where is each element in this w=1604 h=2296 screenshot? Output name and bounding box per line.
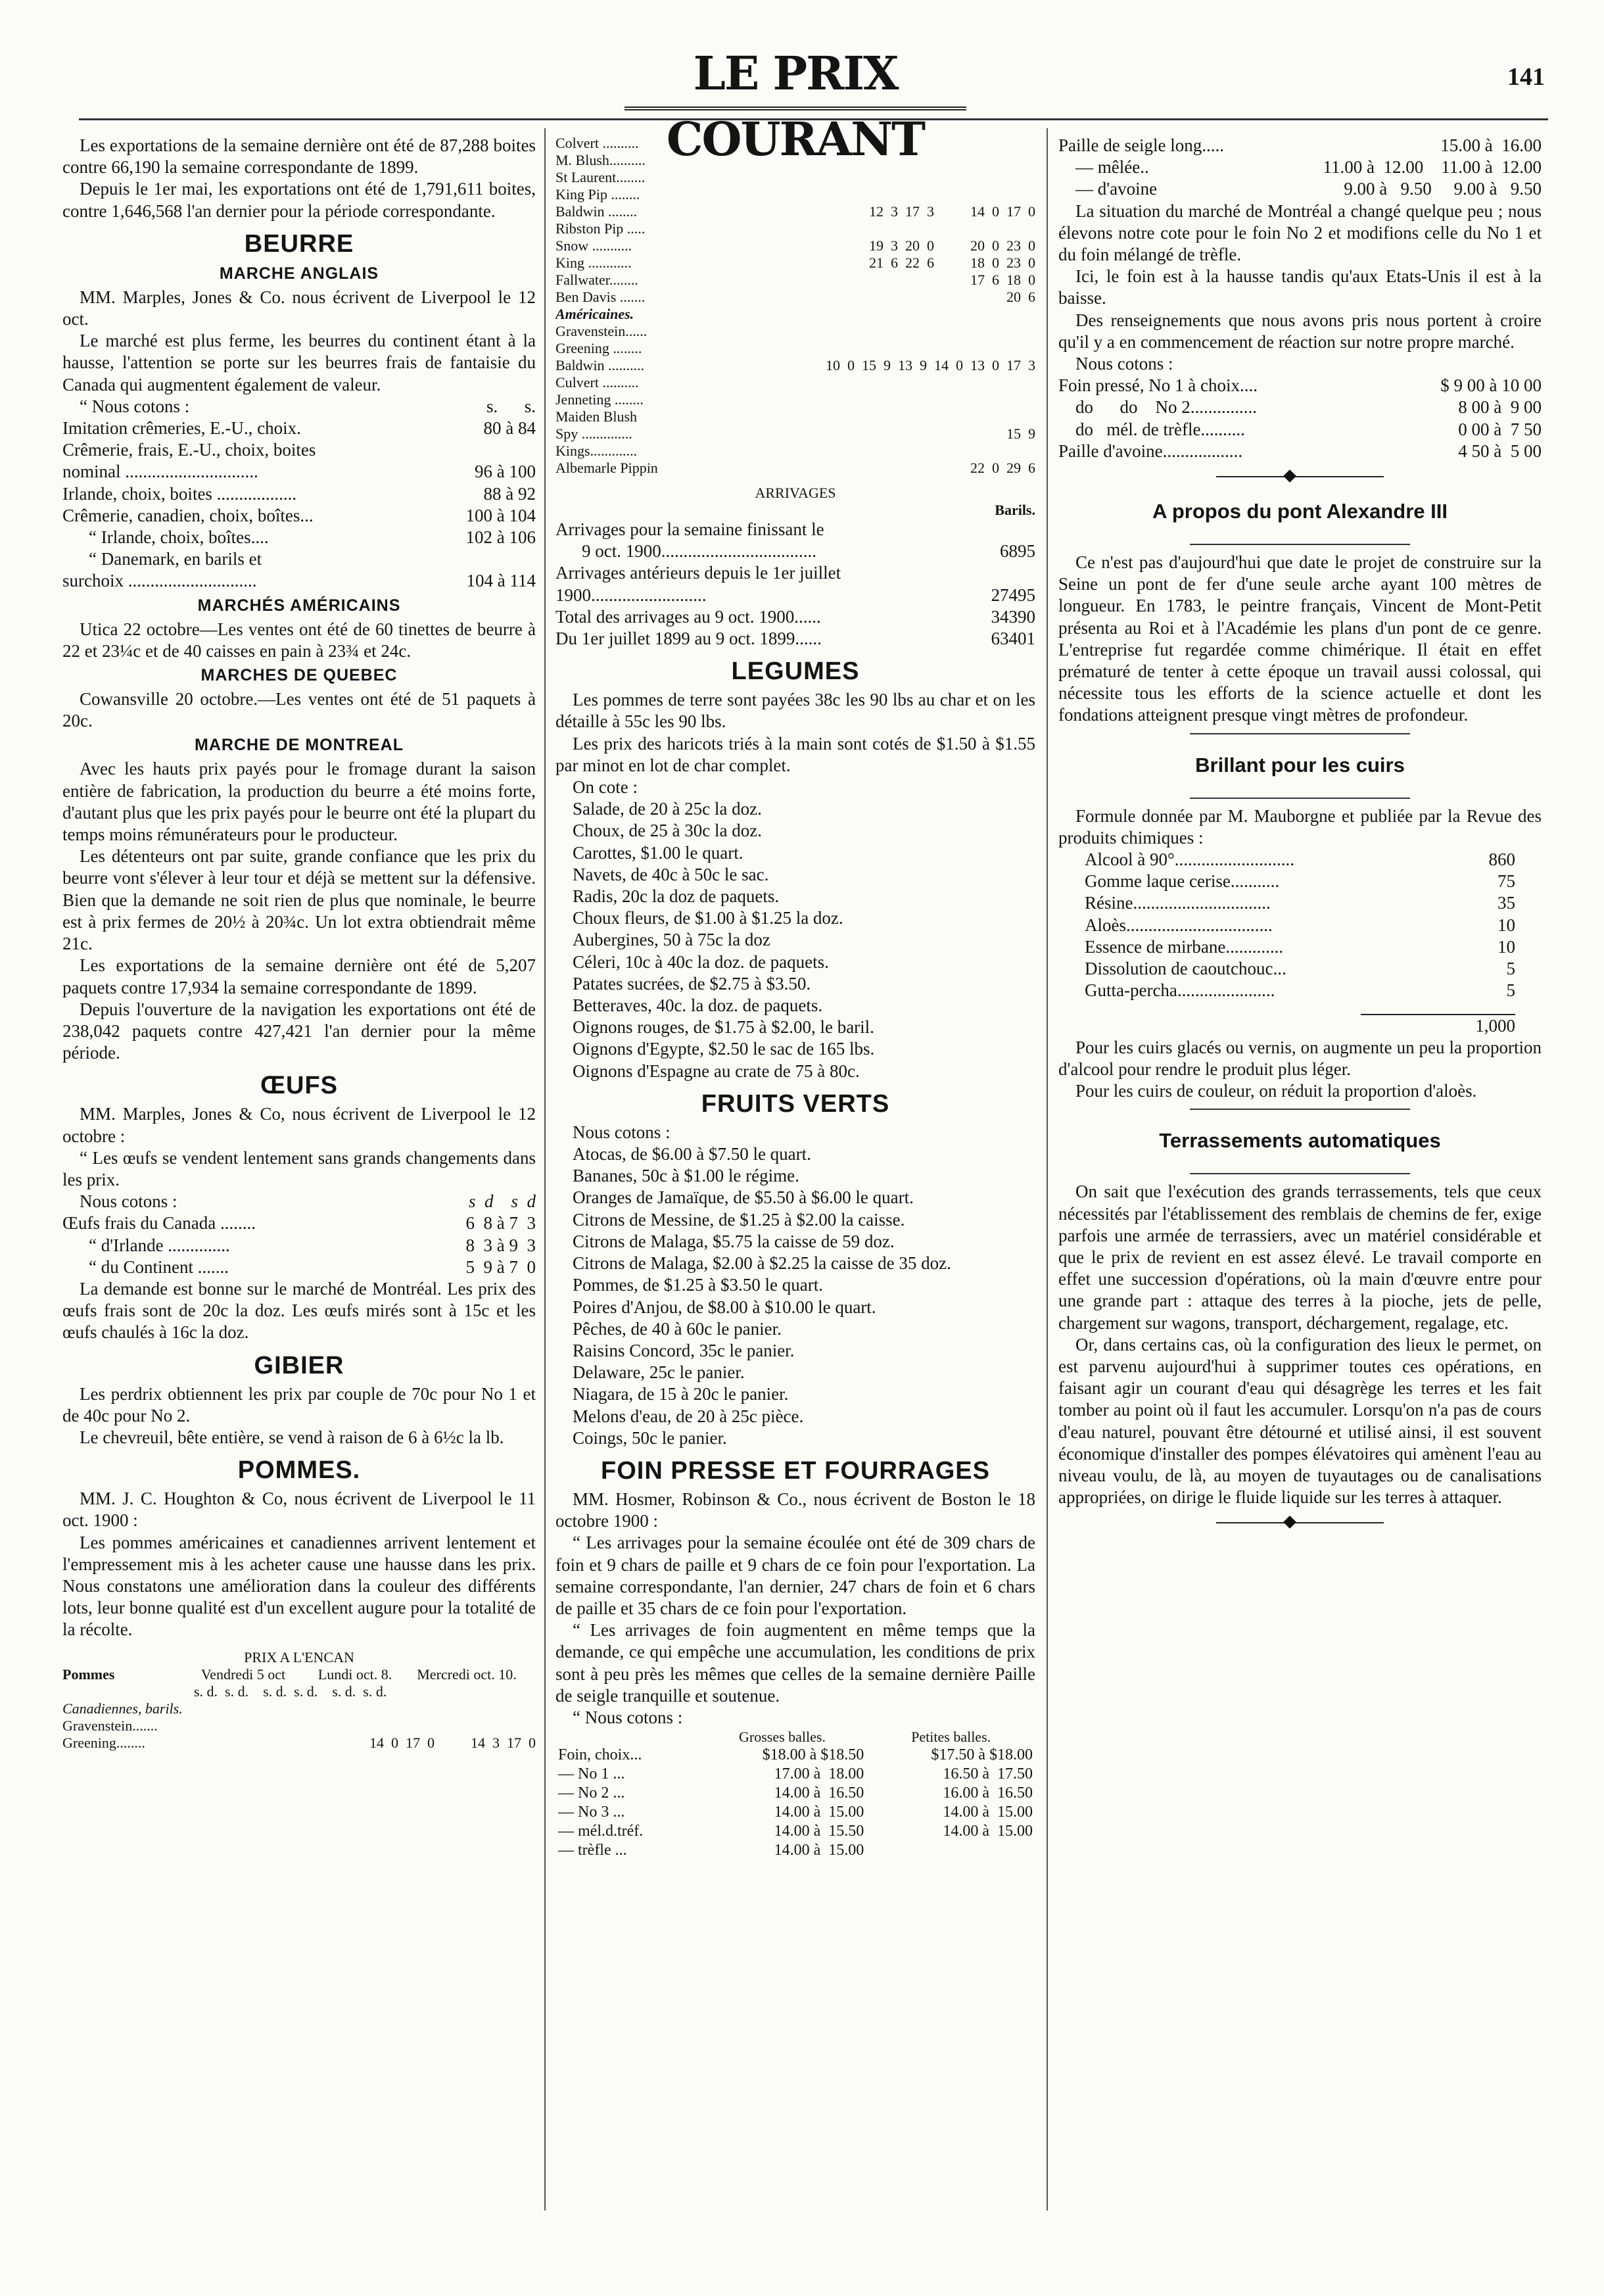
paragraph: Ici, le foin est à la hausse tandis qu'aux Etats-Unis il est à la baisse. [1058,266,1542,308]
price-label: do mél. de trèfle.......... [1075,419,1245,439]
price-value: 12 3 17 3 14 0 17 0 [869,203,1035,220]
table-cell: — No 3 ... [558,1804,625,1821]
price-label: nominal .............................. [62,462,258,482]
arrivage-label: 9 oct. 1900................................... [582,541,816,562]
column-3 [1058,135,1542,1536]
price-label: Œufs frais du Canada ........ [62,1213,256,1233]
table-header-cell [555,1729,698,1746]
formula-row [1085,915,1515,936]
price-row [555,289,1035,306]
formula-value: 860 [1488,849,1515,870]
price-label: Imitation crêmeries, E.-U., choix. [62,418,301,439]
price-value: 6 8 à 7 3 [465,1213,536,1233]
paragraph: Le chevreuil, bête entière, se vend à raison de 6 à 6½c la lb. [80,1427,504,1447]
price-value [529,548,536,570]
price-label: Baldwin .......... [555,357,645,373]
arrivage-value: 6895 [1000,541,1035,562]
formula-label: Essence de mirbane............. [1085,936,1284,957]
table-cell [529,1717,536,1734]
paragraph: Les pommes américaines et canadiennes arrivent lentement et l'empressement mis à les acheter cause une hausse dans les prix. Nous constatons une amélioration dans la couleur des différents lots, leur bonne qualité est d'un excellent augure pour la totalité de la récolte. [62,1532,536,1640]
list-item: Oignons d'Egypte, $2.50 le sac de 165 lbs. [573,1039,875,1059]
price-row [555,425,1035,442]
table-cell [866,1841,1035,1860]
price-value: 8 3 à 9 3 [465,1235,536,1255]
price-label: surchoix ............................. [62,571,257,591]
formula-value: 10 [1498,915,1515,935]
section-title-beurre: BEURRE [244,229,354,258]
legumes-list [555,798,1035,1082]
title-rule [1190,1173,1410,1174]
table-row [555,1841,1035,1860]
table-header-cell: Pommes [62,1665,115,1683]
paragraph: Des renseignements que nous avons pris nous portent à croire qu'il y a en commencement de réaction sur notre propre marché. [1058,310,1542,352]
price-value: 104 à 114 [466,571,536,591]
list-item: Pêches, de 40 à 60c le panier. [573,1318,782,1339]
list-item: Navets, de 40c à 50c le sac. [573,864,769,884]
paragraph: Le marché est plus ferme, les beurres du continent étant à la hausse, l'attention se porte sur les beurres frais de fantaisie du Canada qui augmentent également de valeur. [62,331,536,395]
price-value [1029,340,1035,357]
formula-list [1058,849,1542,1037]
formula-total: 1,000 [1361,1014,1515,1037]
title-rule [1190,798,1410,799]
fruits-list [555,1143,1035,1449]
price-label: “ Irlande, choix, boîtes.... [89,527,269,548]
paragraph: Depuis le 1er mai, les exportations ont été de 1,791,611 boites, contre 1,646,568 l'an dernier pour la période correspondante. [62,179,536,221]
table-cell: 17.00 à 18.00 [774,1765,864,1783]
price-row [555,442,1035,460]
formula-label: Gutta-percha...................... [1085,980,1275,1001]
column-2 [555,135,1035,1860]
column-divider [1047,128,1048,2211]
table-cell: 14.00 à 15.00 [774,1804,864,1821]
price-label: Albemarle Pippin [555,460,658,476]
price-value: 4 50 à 5 00 [1458,441,1542,461]
list-item: Niagara, de 15 à 20c le panier. [573,1384,789,1404]
price-value: 11.00 à 12.00 11.00 à 12.00 [1323,157,1542,178]
price-row [555,374,1035,391]
paragraph: Les pommes de terre sont payées 38c les 90 lbs au char et on les détaille à 55c les 90 lbs. [555,690,1035,732]
price-label: Paille de seigle long..... [1058,135,1224,155]
list-item: Oranges de Jamaïque, de $5.50 à $6.00 le quart. [573,1187,914,1208]
ornament-divider [1058,471,1542,481]
subsection-title: MARCHE DE MONTREAL [195,736,404,755]
list-item: Poires d'Anjou, de $8.00 à $10.00 le quart. [573,1297,876,1317]
section-rule [1190,733,1410,734]
price-row [555,169,1035,186]
table-header [555,1729,1035,1746]
table-cell: 14.00 à 16.50 [774,1784,864,1802]
price-value [1029,391,1035,408]
paragraph: Les exportations de la semaine dernière ont été de 5,207 paquets contre 17,934 la semaine correspondante de 1899. [62,955,536,997]
price-row-header [62,1191,536,1212]
article-title: A propos du pont Alexandre III [1152,500,1448,523]
list-item: Aubergines, 50 à 75c la doz [573,930,770,950]
price-value: 88 à 92 [483,483,536,504]
price-row [62,483,536,505]
price-value: 80 à 84 [483,418,536,439]
paragraph: Nous cotons : [573,1122,671,1142]
list-item: Atocas, de $6.00 à $7.50 le quart. [573,1144,811,1164]
price-row [555,135,1035,152]
table-cell: — No 1 ... [558,1765,625,1783]
price-value: 5 9 à 7 0 [465,1256,536,1277]
paragraph: MM. Hosmer, Robinson & Co., nous écrivent de Boston le 18 octobre 1900 : [555,1489,1035,1531]
price-units: s d s d [468,1191,536,1212]
price-row [1058,396,1542,418]
price-label: Baldwin ........ [555,203,638,220]
price-row-header [62,396,536,418]
table-cell: 16.00 à 16.50 [943,1784,1033,1802]
price-label: Foin pressé, No 1 à choix.... [1058,375,1258,396]
table-subheader: s. d. s. d. s. d. s. d. s. d. s. d. [194,1683,387,1700]
formula-label: Résine............................... [1085,893,1271,913]
paragraph: “ Nous cotons : [573,1707,683,1727]
arrivage-label: Du 1er juillet 1899 au 9 oct. 1899...... [555,629,822,649]
price-value: 20 6 [1006,289,1035,305]
paragraph: La situation du marché de Montréal a changé quelque peu ; nous élevons notre cote pour le foin No 2 et modifions celle du No 1 et du foin mélangé de trèfle. [1058,201,1542,265]
paragraph: “ Les œufs se vendent lentement sans grands changements dans les prix. [62,1147,536,1189]
price-label: Kings............. [555,442,638,459]
price-label: Snow ........... [555,237,632,254]
paragraph: Pour les cuirs de couleur, on réduit la proportion d'aloès. [1075,1081,1477,1101]
section-title-gibier: GIBIER [254,1351,344,1379]
price-value: 0 00 à 7 50 [1458,419,1542,439]
price-label: do do No 2............... [1075,397,1257,418]
table-cell: Foin, choix... [558,1746,642,1764]
paragraph: Les perdrix obtiennent les prix par couple de 70c pour No 1 et de 40c pour No 2. [62,1383,536,1425]
list-item: Delaware, 25c le panier. [573,1362,745,1383]
column-divider [544,128,546,2211]
table-cell: — No 2 ... [558,1784,625,1802]
price-label: Maiden Blush [555,408,638,425]
apple-price-list [555,135,1035,477]
table-cell: — mél.d.tréf. [558,1823,644,1840]
subsection-title: MARCHÉS AMÉRICAINS [197,596,401,615]
list-item: Pommes, de $1.25 à $3.50 le quart. [573,1275,823,1295]
price-value: 9.00 à 9.50 9.00 à 9.50 [1344,179,1542,199]
formula-value: 5 [1506,959,1515,979]
list-item: Céleri, 10c à 40c la doz. de paquets. [573,951,829,972]
price-label: Crêmerie, frais, E.-U., choix, boites [62,440,316,460]
formula-row [1085,980,1515,1001]
list-item: Betteraves, 40c. la doz. de paquets. [573,995,823,1016]
formula-row [1085,849,1515,871]
arrivage-row [555,519,1035,540]
price-value: 17 6 18 0 [970,272,1035,288]
price-row [555,203,1035,220]
paragraph: Depuis l'ouverture de la navigation les exportations ont été de 238,042 paquets contre 427,421 l'an dernier pour la même période. [62,999,536,1063]
formula-value: 75 [1498,871,1515,892]
price-value: $ 9 00 à 10 00 [1440,375,1542,396]
price-label: Colvert .......... [555,135,639,151]
table-row [62,1717,536,1734]
section-title-foin: FOIN PRESSE ET FOURRAGES [601,1456,990,1485]
price-value [1029,135,1035,152]
arrivage-value: 34390 [991,606,1035,627]
formula-label: Gomme laque cerise........... [1085,871,1280,892]
price-value [1029,306,1035,323]
price-value: 96 à 100 [475,462,536,482]
section-title-fruits: FRUITS VERTS [701,1089,890,1118]
price-row [555,220,1035,237]
arrivage-row [555,540,1035,562]
price-row [555,391,1035,408]
table-header-cell: Lundi oct. 8. [318,1665,392,1683]
arrivage-value: 27495 [991,585,1035,605]
price-label: “ d'Irlande .............. [89,1235,230,1255]
formula-row [1085,892,1515,914]
price-label: Ben Davis ....... [555,289,646,305]
price-row [555,323,1035,340]
price-row [62,1235,536,1256]
price-row [62,548,536,570]
list-item: Citrons de Malaga, $5.75 la caisse de 59 doz. [573,1231,895,1251]
price-value: 19 3 20 0 20 0 23 0 [869,237,1035,254]
paragraph: On sait que l'exécution des grands terrassements, tels que ceux nécessités par l'établissement des remblais de chemins de fer, exige parfois une armée de terrassiers, avec un matériel considérable et que le prix de revient en est assez élevé. Le travail comporte en effet une succession d'opérations, où la main d'œuvre entre pour une grande part : attaque des terres à la pioche, jets de pelle, chargement sur wagons, transport, déchargement, regalage, etc. [1058,1182,1542,1333]
price-label: Gravenstein...... [555,323,648,339]
price-label: Paille d'avoine.................. [1058,441,1243,461]
price-label: Jenneting ........ [555,391,644,408]
list-item: Salade, de 20 à 25c la doz. [573,799,762,819]
price-row [1058,419,1542,441]
price-label: Fallwater........ [555,272,638,288]
price-row [62,1256,536,1278]
price-label: Irlande, choix, boites .................. [62,483,297,504]
price-row [555,340,1035,357]
table-row [555,1746,1035,1765]
price-label: “ du Continent ....... [89,1256,229,1277]
table-cell: — trèfle ... [558,1842,627,1859]
table-row [555,1803,1035,1822]
section-title-oeufs: ŒUFS [260,1072,338,1100]
paragraph: Formule donnée par M. Mauborgne et publiée par la Revue des produits chimiques : [1058,805,1542,848]
price-value: 21 6 22 6 18 0 23 0 [869,254,1035,271]
price-value [1029,169,1035,186]
price-value: 15 9 [1006,425,1035,442]
price-label: Spy .............. [555,425,632,442]
price-row [62,527,536,548]
price-value [1029,442,1035,460]
section-rule [1190,1109,1410,1110]
paragraph: Or, dans certains cas, où la configuration des lieux le permet, on est parvenu aujourd'hui à supprimer toutes ces opérations, en faisant agir un courant d'eau qui désagrège les terres et les fait tomber au point où il faut les accumuler. Lorsqu'on n'a pas de cours d'eau naturel, pouvant être détourné et utilisé ainsi, il est souvent économique d'installer des pompes élévatoires qui amènent l'eau au niveau voulu, de là, au moyen de tuyautages ou de canalisations appropriées, on dirige le fluide liquide sur les terres à attaquer. [1058,1334,1542,1508]
price-row [62,1212,536,1234]
price-row [62,418,536,439]
subsection-title: MARCHE ANGLAIS [219,264,379,283]
paragraph: Nous cotons : [1075,354,1173,374]
section-title-pommes: POMMES. [237,1456,361,1485]
list-item: Carottes, $1.00 le quart. [573,842,743,863]
price-row [1058,156,1542,178]
table-caption: PRIX A L'ENCAN [244,1648,354,1665]
price-label: King Pip ........ [555,186,640,203]
price-value: 22 0 29 6 [970,460,1035,476]
price-label: — d'avoine [1075,179,1158,199]
list-item: Raisins Concord, 35c le panier. [573,1340,795,1360]
ornament-divider [1058,1518,1542,1527]
price-row [62,505,536,527]
list-item: Citrons de Messine, de $1.25 à $2.00 la caisse. [573,1209,905,1230]
formula-value: 5 [1506,980,1515,1001]
price-label: Américaines. [555,306,634,322]
price-value [1029,186,1035,203]
list-item: Choux fleurs, de $1.00 à $1.25 la doz. [573,908,843,928]
paragraph: Avec les hauts prix payés pour le fromage durant la saison entière de fabrication, la production du beurre a été moins forte, d'autant plus que les prix payés pour le beurre ont été la plupart du temps moins rémunérateurs pour le producteur. [62,759,536,845]
table-header-cell: Grosses balles. [738,1729,826,1746]
arrivage-value [1029,519,1035,540]
arrivage-row [555,606,1035,628]
top-rule [79,118,1548,120]
column-1 [62,135,536,1752]
table-cell: 14 0 17 0 14 3 17 0 [369,1734,536,1751]
paragraph: Les prix des haricots triés à la main sont cotés de $1.50 à $1.55 par minot en lot de char complet. [555,733,1035,775]
formula-value: 10 [1498,936,1515,957]
table-row [62,1700,536,1717]
paragraph: Utica 22 octobre—Les ventes ont été de 60 tinettes de beurre à 22 et 23¼c et de 40 caisses en pain à 23¾ et 24c. [62,619,536,661]
table-cell: $18.00 à $18.50 [762,1746,864,1764]
price-row [555,152,1035,169]
arrivage-label: Total des arrivages au 9 oct. 1900...... [555,606,821,627]
price-row [62,570,536,592]
table-row [555,1765,1035,1784]
subsection-title: ARRIVAGES [755,485,836,501]
price-value: 102 à 106 [465,527,536,548]
formula-label: Aloès................................. [1085,915,1273,935]
table-header-cell: Mercredi oct. 10. [417,1665,517,1683]
list-item: Patates sucrées, de $2.75 à $3.50. [573,973,811,993]
price-label: M. Blush.......... [555,152,646,168]
column-unit: Barils. [995,502,1035,518]
paragraph: Les détenteurs ont par suite, grande confiance que les prix du beurre vont s'élever à leur tour et déjà se mettent sur la défensive. Bien que la demande ne soit rien de plus que nominale, le beurre est à prix fermes de 20½ à 20¾c. Un lot extra obtiendrait même 21c. [62,846,536,954]
paragraph: Pour les cuirs glacés ou vernis, on augmente un peu la proportion d'alcool pour rendre le produit plus léger. [1058,1037,1542,1079]
page-number: 141 [1507,63,1545,91]
table-cell: Canadiennes, barils. [62,1700,183,1717]
price-value [1029,220,1035,237]
article-title: Brillant pour les cuirs [1195,753,1405,777]
paragraph: On cote : [573,777,638,798]
list-item: Oignons d'Espagne au crate de 75 à 80c. [573,1061,860,1081]
paragraph: MM. Marples, Jones & Co. nous écrivent de Liverpool le 12 oct. [62,287,536,329]
paragraph: “ Les arrivages de foin augmentent en même temps que la demande, ce qui empêche une accumulation, les conditions de prix sont à peu près les mêmes que celles de la semaine dernière Paille de seigle tranquille et soutenue. [555,1620,1035,1706]
table-cell: 14.00 à 15.00 [774,1842,864,1859]
list-item: Bananes, 50c à $1.00 le régime. [573,1166,799,1186]
list-item: Choux, de 25 à 30c la doz. [573,821,762,841]
price-row [555,460,1035,477]
table-cell: Greening........ [62,1734,145,1751]
price-row [555,254,1035,272]
table-cell [529,1700,536,1717]
price-row [555,237,1035,254]
list-item: Oignons rouges, de $1.75 à $2.00, le baril. [573,1017,874,1038]
arrivage-value: 63401 [991,629,1035,649]
table-header [62,1666,536,1683]
paragraph: “ Les arrivages pour la semaine écoulée ont été de 309 chars de foin et 9 chars de paille et 9 chars de ce foin pour l'exportation. La semaine correspondante, l'an dernier, 247 chars de foin et 6 chars de paille et 35 chars de ce foin pour l'exportation. [555,1533,1035,1618]
formula-row [1085,958,1515,980]
price-value: 10 0 15 9 13 9 14 0 13 0 17 3 [826,357,1035,373]
list-item: Melons d'eau, de 20 à 25c pièce. [573,1406,804,1426]
formula-row [1085,871,1515,892]
formula-row [1085,936,1515,958]
price-value [1029,323,1035,340]
price-row [555,357,1035,374]
arrivage-row [555,628,1035,650]
price-value [1029,152,1035,169]
table-cell: 16.50 à 17.50 [943,1765,1033,1783]
price-value: 100 à 104 [465,505,536,525]
price-label: Greening ........ [555,340,642,356]
paragraph: MM. Marples, Jones & Co, nous écrivent de Liverpool le 12 octobre : [62,1104,536,1146]
price-row [555,272,1035,289]
subsection-title: MARCHES DE QUEBEC [200,666,398,685]
list-item: Radis, 20c la doz de paquets. [573,886,780,907]
price-row [555,408,1035,425]
table-cell: 14.00 à 15.50 [774,1823,864,1840]
price-value: 8 00 à 9 00 [1458,397,1542,418]
arrivage-label: Arrivages antérieurs depuis le 1er juillet 1900.......................... [555,563,841,605]
formula-label: Dissolution de caoutchouc... [1085,959,1286,979]
price-label: — mêlée.. [1075,157,1149,178]
table-row [555,1784,1035,1803]
list-item: Coings, 50c le panier. [573,1427,727,1448]
list-item: Citrons de Malaga, $2.00 à $2.25 la caisse de 35 doz. [573,1253,951,1274]
table-header-cell: Vendredi 5 oct [200,1665,286,1683]
paragraph: Les exportations de la semaine dernière ont été de 87,288 boites contre 66,190 la semaine correspondante de 1899. [62,135,536,178]
price-value: 15.00 à 16.00 [1440,135,1542,155]
table-cell: Gravenstein....... [62,1717,158,1734]
price-row [1058,441,1542,462]
foin-price-table [555,1729,1035,1860]
section-title-legumes: LEGUMES [731,658,860,686]
paragraph: Cowansville 20 octobre.—Les ventes ont été de 51 paquets à 20c. [62,689,536,731]
paragraph: Ce n'est pas d'aujourd'hui que date le projet de construire sur la Seine un pont de fer d'une seule arche ayant 100 mètres de longueur. En 1783, le peintre français, Vincent de Mont-Petit présenta au Roi et à l'Académie les plans d'un pont de ce genre. L'entreprise fut regardée comme chimérique. Il était en effet prématuré de tenter à cette époque un travail aussi colossal, qui nécessite tous les efforts de la science actuelle et dont les fondations atteignent presque vingt mètres de profondeur. [1058,552,1542,725]
price-label: Crêmerie, canadien, choix, boîtes... [62,505,314,525]
price-value [529,439,536,461]
price-label: “ Danemark, en barils et [89,549,262,569]
price-label: King ............ [555,254,632,271]
arrivage-row [555,562,1035,606]
table-row [555,1822,1035,1841]
price-row [555,186,1035,203]
title-rule [1190,544,1410,545]
table-cell: 14.00 à 15.00 [943,1804,1033,1821]
table-cell: 14.00 à 15.00 [943,1823,1033,1840]
table-header-cell: Petites balles. [911,1729,991,1746]
price-row [1058,178,1542,200]
table-row [62,1734,536,1752]
price-value [1029,408,1035,425]
price-label: St Laurent........ [555,169,646,185]
price-row [555,306,1035,323]
masthead-logo: LE PRIX COURANT [625,41,966,110]
price-row [62,461,536,483]
price-units: s. s. [486,396,536,416]
price-label: Culvert .......... [555,374,639,391]
price-row [1058,135,1542,156]
article-title: Terrassements automatiques [1159,1129,1441,1153]
paragraph: MM. J. C. Houghton & Co, nous écrivent de Liverpool le 11 oct. 1900 : [62,1489,536,1531]
price-value [1029,374,1035,391]
price-label: Nous cotons : [80,1191,177,1212]
formula-value: 35 [1498,893,1515,913]
formula-label: Alcool à 90°........................... [1085,849,1295,870]
price-row [1058,375,1542,396]
arrivage-label: Arrivages pour la semaine finissant le [555,519,824,539]
price-row [62,439,536,461]
price-label: Ribston Pip ..... [555,220,646,237]
price-label: “ Nous cotons : [80,396,190,416]
table-cell: $17.50 à $18.00 [931,1746,1033,1764]
paragraph: La demande est bonne sur le marché de Montréal. Les prix des œufs frais sont de 20c la doz. Les œufs mirés sont à 15c et les œufs chaulés à 16c la doz. [62,1278,536,1343]
